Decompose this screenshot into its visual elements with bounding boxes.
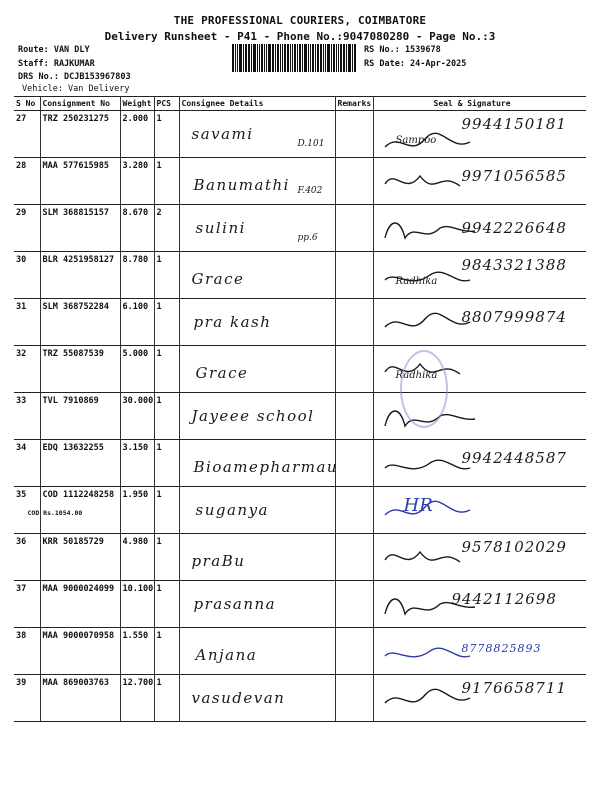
signature-stroke [385, 176, 460, 186]
weight-cell [120, 111, 154, 158]
remarks-cell [335, 675, 373, 722]
signature-stroke [385, 552, 460, 562]
consignee-name: prasanna [193, 595, 277, 613]
signature-name: HR [403, 495, 433, 516]
consignment-cell [40, 440, 120, 487]
remarks-cell [335, 158, 373, 205]
consignee-name: Jayeee school [191, 407, 315, 425]
pcs-cell [154, 487, 179, 534]
consignee-cell [179, 346, 335, 393]
weight-cell [120, 628, 154, 675]
sno-value: 32 [16, 349, 27, 359]
phone-number: 9176658711 [461, 679, 567, 697]
signature-cell [373, 534, 586, 581]
weight-value: 10.100 [122, 584, 154, 594]
sno-cell [14, 205, 40, 252]
signature-cell [373, 252, 586, 299]
table-row [14, 111, 586, 158]
weight-cell [120, 440, 154, 487]
consignment-cell [40, 581, 120, 628]
sno-cell [14, 440, 40, 487]
remarks-cell [335, 299, 373, 346]
sno-cell [14, 393, 40, 440]
consignment-cell [40, 675, 120, 722]
sno-value: 34 [16, 443, 27, 453]
seal-stamp [400, 350, 448, 428]
rs-date: RS Date: 24-Apr-2025 [364, 59, 467, 69]
consignment-value: MAA 9000024099 [42, 584, 115, 594]
consignment-value: SLM 368752284 [42, 302, 110, 312]
consignment-value: EDQ 13632255 [42, 443, 104, 453]
consignment-value: SLM 368815157 [42, 208, 110, 218]
consignment-cell [40, 534, 120, 581]
consignment-cell [40, 205, 120, 252]
weight-value: 2.000 [122, 114, 149, 124]
table-row [14, 299, 586, 346]
pcs-cell [154, 205, 179, 252]
sno-value: 35 [16, 490, 27, 500]
table-row [14, 252, 586, 299]
signature-cell [373, 628, 586, 675]
pcs-value: 1 [156, 302, 162, 312]
flat-number: pp.6 [297, 233, 318, 243]
pcs-cell [154, 252, 179, 299]
weight-cell [120, 205, 154, 252]
signature-cell [373, 675, 586, 722]
cod-amount-note: COD Rs.1054.00 [27, 509, 83, 517]
sno-cell [14, 581, 40, 628]
pcs-cell [154, 111, 179, 158]
consignee-cell [179, 158, 335, 205]
signature-cell [373, 111, 586, 158]
consignee-cell [179, 205, 335, 252]
signature-name: Radhika [395, 276, 438, 287]
remarks-cell [335, 628, 373, 675]
consignment-value: BLR 4251958127 [42, 255, 115, 265]
phone-number: 9843321388 [461, 256, 567, 274]
table-row [14, 205, 586, 252]
pcs-value: 1 [156, 490, 162, 500]
col-header-pcs: PCS [154, 97, 179, 111]
runsheet-title: Delivery Runsheet - P41 - Phone No.:9047080280 - Page No.:3 [104, 30, 496, 43]
weight-cell [120, 346, 154, 393]
table-row [14, 393, 586, 440]
table-row [14, 487, 586, 534]
sno-cell [14, 111, 40, 158]
flat-number: F.402 [297, 186, 323, 196]
remarks-cell [335, 487, 373, 534]
table-row [14, 534, 586, 581]
consignment-value: MAA 577615985 [42, 161, 110, 171]
pcs-value: 1 [156, 537, 162, 547]
remarks-cell [335, 440, 373, 487]
pcs-value: 2 [156, 208, 162, 218]
weight-value: 3.280 [122, 161, 149, 171]
phone-number: 9971056585 [461, 167, 567, 185]
pcs-value: 1 [156, 396, 162, 406]
pcs-value: 1 [156, 349, 162, 359]
sno-cell [14, 534, 40, 581]
weight-value: 1.950 [122, 490, 149, 500]
pcs-value: 1 [156, 584, 162, 594]
sno-value: 38 [16, 631, 27, 641]
pcs-cell [154, 675, 179, 722]
signature-cell [373, 205, 586, 252]
sno-value: 30 [16, 255, 27, 265]
consignee-name: Grace [191, 270, 245, 288]
weight-cell [120, 487, 154, 534]
signature-stroke [385, 648, 470, 657]
consignment-cell [40, 299, 120, 346]
consignee-cell [179, 581, 335, 628]
col-header-signature: Seal & Signature [373, 97, 586, 111]
signature-name: Radhika [395, 370, 438, 381]
consignment-cell [27, 487, 120, 534]
remarks-cell [335, 534, 373, 581]
remarks-cell [335, 252, 373, 299]
consignee-cell [179, 440, 339, 487]
consignment-value: MAA 869003763 [42, 678, 110, 688]
flat-number: D.101 [297, 139, 325, 149]
weight-value: 3.150 [122, 443, 149, 453]
phone-number: 9942226648 [461, 219, 567, 237]
weight-cell [120, 675, 154, 722]
remarks-cell [335, 205, 373, 252]
barcode [232, 44, 356, 72]
sno-value: 36 [16, 537, 27, 547]
consignee-name: vasudevan [191, 689, 286, 707]
consignee-cell [179, 111, 335, 158]
pcs-value: 1 [156, 114, 162, 124]
signature-stroke [385, 460, 470, 469]
consignment-value: TRZ 55087539 [42, 349, 104, 359]
consignment-value: MAA 9000070958 [42, 631, 115, 641]
consignee-name: suganya [195, 501, 269, 519]
consignee-name: savami [191, 125, 254, 143]
weight-value: 8.780 [122, 255, 149, 265]
phone-number: 9944150181 [461, 115, 567, 133]
sno-value: 29 [16, 208, 27, 218]
sno-value: 37 [16, 584, 27, 594]
weight-value: 8.670 [122, 208, 149, 218]
signature-cell [373, 440, 586, 487]
weight-value: 5.000 [122, 349, 149, 359]
pcs-value: 1 [156, 631, 162, 641]
col-header-weight: Weight [120, 97, 154, 111]
phone-number: 8778825893 [461, 642, 542, 655]
sno-value: 27 [16, 114, 27, 124]
consignee-name: Banumathi [193, 176, 290, 194]
rs-number: RS No.: 1539678 [364, 45, 441, 55]
sno-cell [14, 299, 40, 346]
consignee-name: Grace [195, 364, 249, 382]
col-header-remarks: Remarks [335, 97, 373, 111]
signature-cell [373, 158, 586, 205]
sno-cell [14, 252, 40, 299]
remarks-cell [335, 581, 373, 628]
pcs-cell [154, 299, 179, 346]
pcs-value: 1 [156, 161, 162, 171]
pcs-cell [154, 628, 179, 675]
consignment-value: TVL 7910869 [42, 396, 99, 406]
pcs-cell [154, 534, 179, 581]
weight-value: 4.980 [122, 537, 149, 547]
weight-value: 12.700 [122, 678, 154, 688]
sno-cell [14, 628, 40, 675]
drs-number: DRS No.: DCJB153967803 [18, 72, 131, 82]
pcs-value: 1 [156, 678, 162, 688]
signature-cell [373, 487, 586, 534]
consignee-cell [179, 252, 335, 299]
runsheet-table [14, 96, 586, 722]
signature-cell [373, 581, 586, 628]
pcs-cell [154, 393, 179, 440]
consignee-cell [179, 299, 335, 346]
table-header-row [14, 97, 586, 111]
consignee-cell [179, 393, 335, 440]
consignment-cell [40, 111, 120, 158]
sno-value: 31 [16, 302, 27, 312]
sno-cell [14, 675, 40, 722]
col-header-consignment: Consignment No [40, 97, 120, 111]
sno-cell [14, 346, 40, 393]
col-header-sno: S No [14, 97, 40, 111]
table-row [14, 158, 586, 205]
consignee-cell [179, 675, 335, 722]
weight-cell [120, 299, 154, 346]
sno-cell [14, 158, 40, 205]
consignee-name: Anjana [195, 646, 258, 664]
remarks-cell [335, 111, 373, 158]
consignee-cell [179, 628, 335, 675]
consignment-value: KRR 50185729 [42, 537, 104, 547]
consignment-value: COD 1112248258 [42, 490, 115, 500]
phone-number: 9442112698 [451, 590, 557, 608]
consignment-cell [40, 628, 120, 675]
pcs-value: 1 [156, 443, 162, 453]
consignee-cell [179, 534, 335, 581]
phone-number: 8807999874 [461, 308, 567, 326]
remarks-cell [335, 393, 373, 440]
phone-number: 9942448587 [461, 449, 567, 467]
weight-value: 1.550 [122, 631, 149, 641]
table-row [14, 581, 586, 628]
consignee-cell [179, 487, 335, 534]
weight-cell [120, 534, 154, 581]
consignment-cell [40, 346, 120, 393]
vehicle-label: Vehicle: Van Delivery [22, 84, 130, 94]
consignee-name: sulini [195, 219, 246, 237]
weight-value: 6.100 [122, 302, 149, 312]
consignment-value: TRZ 250231275 [42, 114, 110, 124]
table-row [14, 440, 586, 487]
phone-number: 9578102029 [461, 538, 567, 556]
signature-stroke [385, 313, 470, 327]
pcs-cell [154, 158, 179, 205]
table-row [14, 628, 586, 675]
staff-label: Staff: RAJKUMAR [18, 59, 95, 69]
remarks-cell [335, 346, 373, 393]
weight-cell [120, 581, 154, 628]
signature-stroke [385, 689, 470, 703]
weight-cell [120, 252, 154, 299]
col-header-consignee: Consignee Details [179, 97, 335, 111]
pcs-value: 1 [156, 255, 162, 265]
consignee-name: praBu [191, 552, 246, 570]
table-row [14, 346, 586, 393]
pcs-cell [154, 346, 179, 393]
sno-value: 39 [16, 678, 27, 688]
route-label: Route: VAN DLY [18, 45, 90, 55]
pcs-cell [154, 581, 179, 628]
consignment-cell [40, 158, 120, 205]
sno-value: 28 [16, 161, 27, 171]
consignment-cell [40, 252, 120, 299]
signature-name: Sampoo [395, 135, 437, 146]
signature-cell [373, 299, 586, 346]
sno-value: 33 [16, 396, 27, 406]
consignment-cell [40, 393, 120, 440]
company-name: THE PROFESSIONAL COURIERS, COIMBATORE [173, 14, 427, 27]
table-row [14, 675, 586, 722]
weight-value: 30.000 [122, 396, 154, 406]
consignee-name: pra kash [193, 313, 272, 331]
weight-cell [120, 393, 154, 440]
weight-cell [120, 158, 154, 205]
pcs-cell [154, 440, 179, 487]
consignee-name: Bioamepharmau [193, 458, 339, 476]
